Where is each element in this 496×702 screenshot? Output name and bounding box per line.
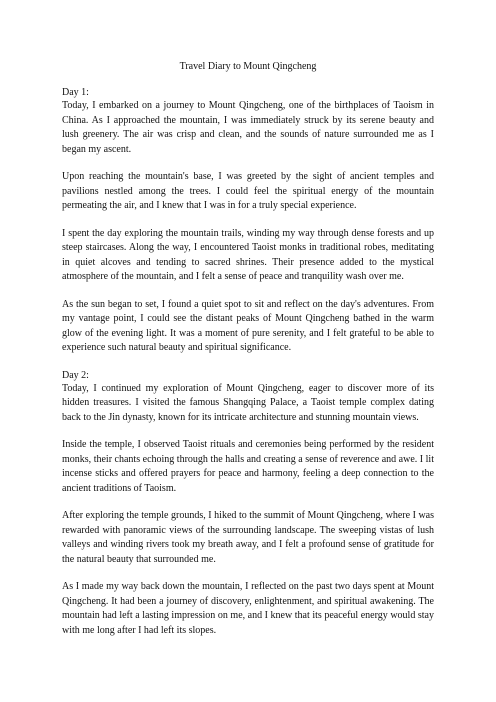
- document-title: Travel Diary to Mount Qingcheng: [179, 61, 317, 72]
- day-1-paragraph-2: Upon reaching the mountain's base, I was greeted by the sight of ancient temples and pavilions nestled among the trees. I could feel the spiritual energy of the mountain permeating the air, and I knew that I was in for a truly special experience.: [62, 171, 434, 211]
- day-1-paragraph-3: I spent the day exploring the mountain trails, winding my way through dense forests and up steep staircases. Along the way, I encountered Taoist monks in traditional robes, meditating in quiet alcoves and tending to sacred shrines. Their presence added to the mystical atmosphere of the mountain, and I felt a sense of peace and tranquility wash over me.: [62, 227, 434, 282]
- day-2-paragraph-3: After exploring the temple grounds, I hiked to the summit of Mount Qingcheng, where I was rewarded with panoramic views of the surrounding landscape. The sweeping vistas of lush valleys and winding rivers took my breath away, and I felt a profound sense of gratitude for the natural beauty that surrounded me.: [62, 510, 434, 565]
- document-page: [62, 60, 434, 651]
- day-1-heading: Day 1:: [62, 87, 89, 98]
- day-1-paragraph-1: Today, I embarked on a journey to Mount Qingcheng, one of the birthplaces of Taoism in China. As I approached the mountain, I was immediately struck by its serene beauty and lush greenery. The air was crisp and clean, and the sounds of nature surrounded me as I began my ascent.: [62, 100, 434, 155]
- day-2-paragraph-1: Today, I continued my exploration of Mount Qingcheng, eager to discover more of its hidden treasures. I visited the famous Shangqing Palace, a Taoist temple complex dating back to the Jin dynasty, known for its intricate architecture and stunning mountain views.: [62, 382, 434, 423]
- day-2-heading: Day 2:: [62, 369, 89, 381]
- day-1-paragraph-4: As the sun began to set, I found a quiet spot to sit and reflect on the day's adventures. From my vantage point, I could see the distant peaks of Mount Qingcheng bathed in the warm glow of the evening light. It was a moment of pure serenity, and I felt grateful to be able to experience such natural beauty and spiritual significance.: [62, 298, 434, 353]
- day-2-paragraph-4: As I made my way back down the mountain, I reflected on the past two days spent at Mount Qingcheng. It had been a journey of discovery, enlightenment, and spiritual awakening. The mountain had left a lasting impression on me, and I knew that its peaceful energy would stay with me long after I had left its slopes.: [62, 581, 434, 636]
- day-2-paragraph-2: Inside the temple, I observed Taoist rituals and ceremonies being performed by the resident monks, their chants echoing through the halls and creating a sense of reverence and awe. I lit incense sticks and offered prayers for peace and harmony, feeling a deep connection to the ancient traditions of Taoism.: [62, 439, 434, 494]
